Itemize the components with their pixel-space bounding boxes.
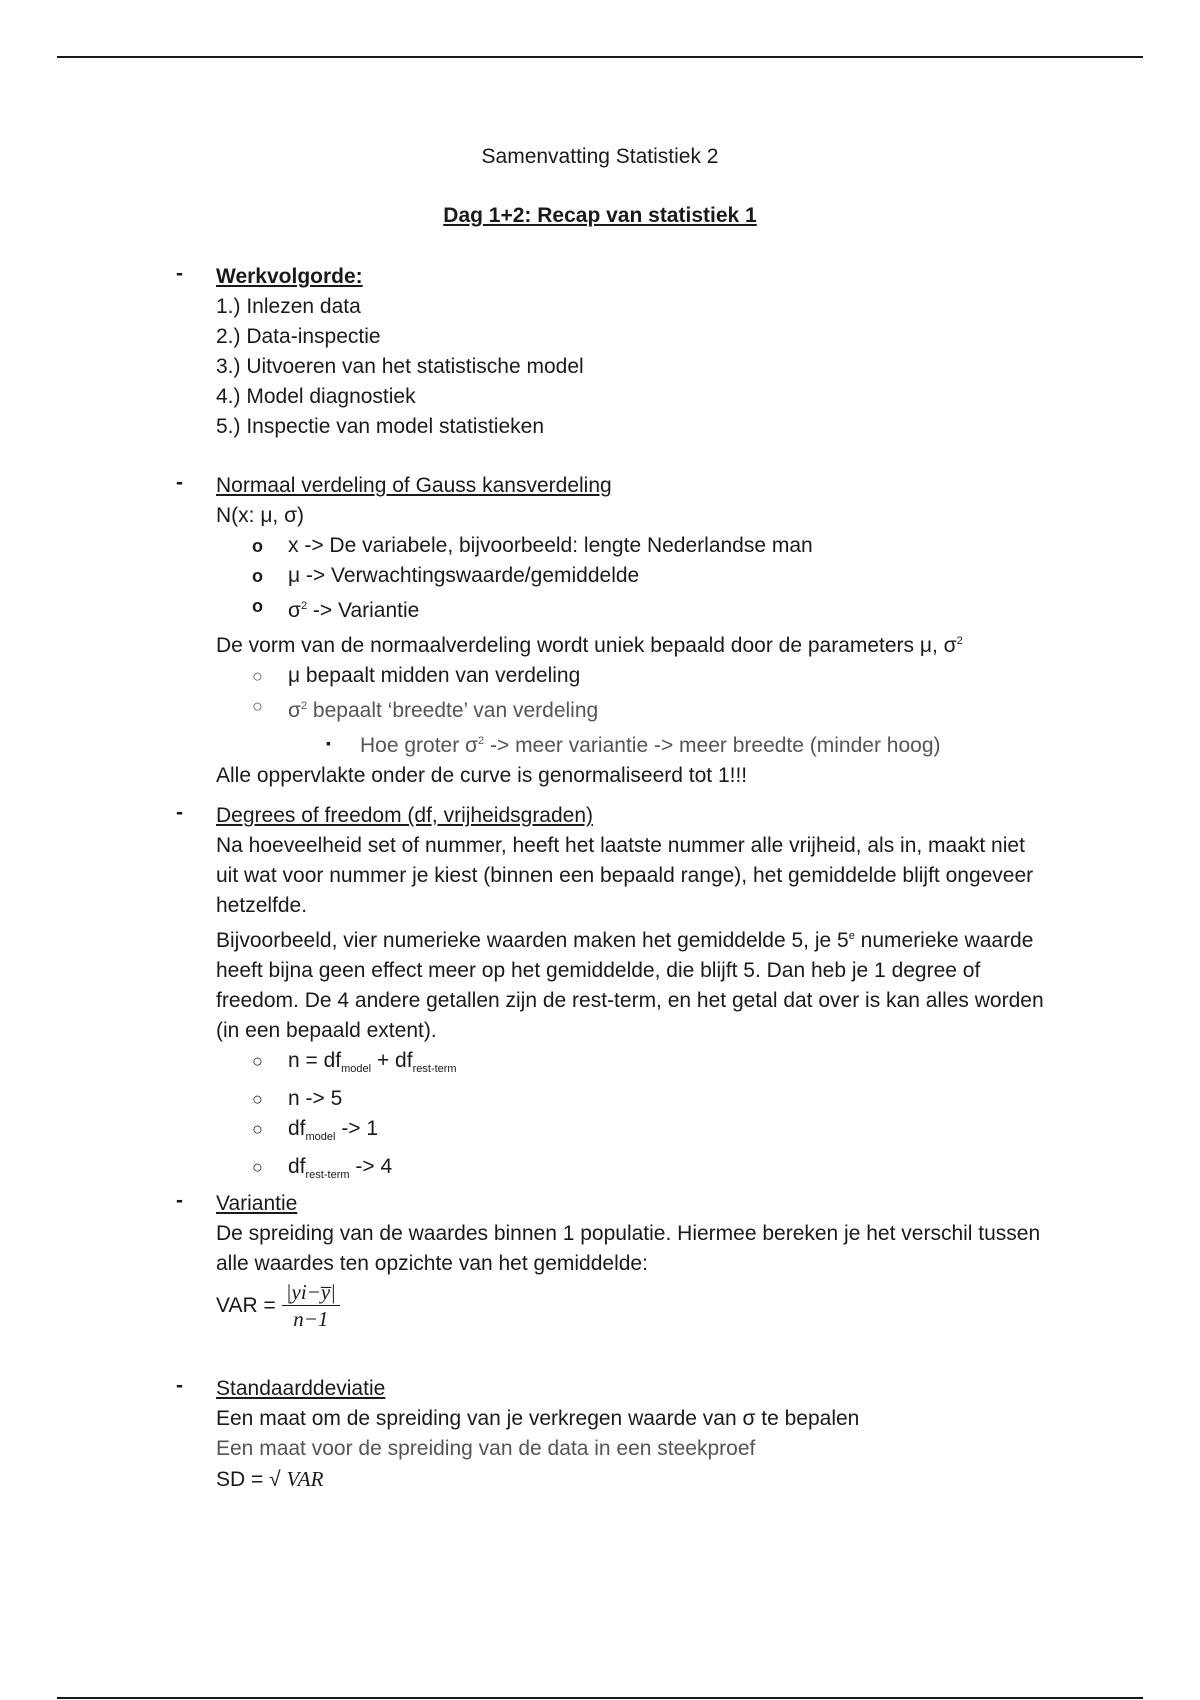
list-item: 5.) Inspectie van model statistieken [216,415,545,438]
circle-bullet-icon: o [252,566,263,586]
list-item: ○ μ bepaalt midden van verdeling [288,661,1046,691]
list-item: 2.) Data-inspectie [216,325,381,348]
normaal-shape-list [216,661,1046,761]
variantie-heading: Variantie [216,1192,298,1215]
section-dash: - [176,471,183,494]
freedom-paragraph-1: Na hoeveelheid set of nummer, heeft het laatste nummer alle vrijheid, als in, maakt niet uit wat voor nummer je kiest (binnen een bepaald range), het gemiddelde blijft ongeveer hetzelfde. [216,834,1034,917]
fraction-denominator: n−1 [293,1307,329,1331]
circle-bullet-icon: ○ [252,1051,263,1071]
circle-bullet-icon: ○ [252,1089,263,1110]
sd-line-1: Een maat om de spreiding van je verkregen waarde van σ te bepalen [216,1407,860,1430]
normaal-heading: Normaal verdeling of Gauss kansverdeling [216,474,612,497]
sd-formula: SD = √ VAR [216,1467,324,1491]
list-item: o μ -> Verwachtingswaarde/gemiddelde [288,561,1046,591]
variantie-paragraph: De spreiding van de waardes binnen 1 populatie. Hiermee bereken je het verschil tussen alle waardes ten opzichte van het gemiddelde: [216,1222,1041,1275]
normaal-notation: N(x: μ, σ) [216,504,305,527]
list-item: ○ n -> 5 [288,1084,1046,1114]
top-rule [57,56,1143,58]
normaal-area-text: Alle oppervlakte onder de curve is genormaliseerd tot 1!!! [216,764,748,787]
document-subtitle: Dag 1+2: Recap van statistiek 1 [443,204,757,227]
sd-line-2: Een maat voor de spreiding van de data in een steekproef [216,1437,756,1460]
list-item: 4.) Model diagnostiek [216,385,416,408]
variance-formula [216,1279,1046,1332]
circle-bullet-icon: o [252,536,263,556]
section-dash: - [176,1374,183,1397]
normaal-parameter-list [216,531,1046,626]
list-item: 1.) Inlezen data [216,295,361,318]
circle-bullet-icon: ○ [252,1157,263,1178]
werkvolgorde-list [216,292,1046,442]
list-item: ○ $\sigma^2$ bepaalt ‘breedte’ van verdeling ▪ Hoe groter $\sigma^2$ -> meer variantie -> meer breedte (minder hoog) [288,691,1046,761]
normaal-sub-list [288,726,1046,761]
list-item: o x -> De variabele, bijvoorbeeld: lengte Nederlandse man [288,531,1046,561]
sd-heading: Standaarddeviatie [216,1377,386,1400]
normaal-shape-text: De vorm van de normaalverdeling wordt uniek bepaald door de parameters μ, $\sigma^2$ [216,634,963,657]
list-item: ○ $df_{model} -> 1$ [288,1114,1046,1152]
list-item: ○ $n = df_{model} + df_{rest-term}$ [288,1046,1046,1084]
werkvolgorde-heading: Werkvolgorde: [216,265,363,288]
list-item: o $\sigma^2$ -> Variantie [288,591,1046,626]
bottom-rule [57,1697,1143,1699]
circle-bullet-icon: ○ [252,696,263,716]
list-item: ▪ Hoe groter $\sigma^2$ -> meer variantie -> meer breedte (minder hoog) [360,726,1046,761]
circle-bullet-icon: o [252,596,263,616]
variance-label: VAR = [216,1293,276,1317]
section-dash: - [176,801,183,824]
circle-bullet-icon: ○ [252,1119,263,1140]
square-bullet-icon: ▪ [326,735,331,751]
list-item: ○ $df_{rest-term} -> 4$ [288,1152,1046,1190]
freedom-heading: Degrees of freedom (df, vrijheidsgraden) [216,804,594,827]
variance-fraction [282,1279,340,1332]
fraction-numerator: |yi−y̅| [282,1279,340,1306]
list-item: 3.) Uitvoeren van het statistische model [216,355,584,378]
document-title: Samenvatting Statistiek 2 [481,145,719,168]
freedom-formula-list [216,1046,1046,1191]
section-dash: - [176,1189,183,1212]
freedom-paragraph-2: Bijvoorbeeld, vier numerieke waarden maken het gemiddelde 5, je 5e numerieke waarde heeft bijna geen effect meer op het gemiddelde, die blijft 5. Dan heb je 1 degree of freedom. De 4 andere getallen zijn de rest-term, en het getal dat over is kan alles worden (in een bepaald extent). [216,929,1044,1042]
section-dash: - [176,262,183,285]
circle-bullet-icon: ○ [252,666,263,686]
